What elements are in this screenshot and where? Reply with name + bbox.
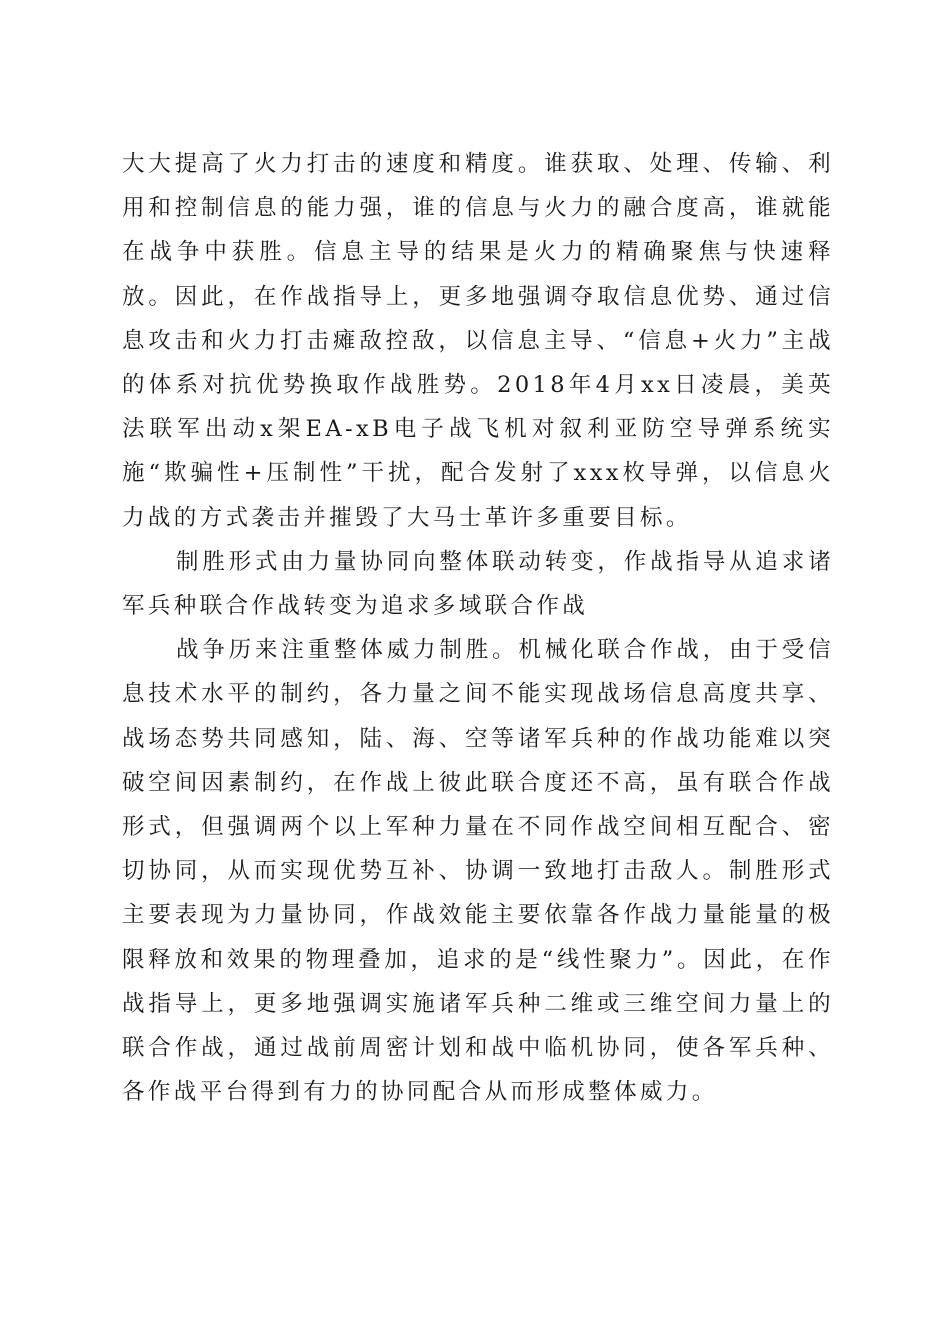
document-body <box>122 142 834 1114</box>
section-heading-multidomain: 制胜形式由力量协同向整体联动转变，作战指导从追求诸军兵种联合作战转变为追求多域联合作战 <box>122 548 834 620</box>
paragraph-joint-operations: 战争历来注重整体威力制胜。机械化联合作战，由于受信息技术水平的制约，各力量之间不能实现战场信息高度共享、战场态势共同感知，陆、海、空等诸军兵种的作战功能难以突破空间因素制约，在作战上彼此联合度还不高，虽有联合作战形式，但强调两个以上军种力量在不同作战空间相互配合、密切协同，从而实现优势互补、协调一致地打击敌人。制胜形式主要表现为力量协同，作战效能主要依靠各作战力量能量的极限释放和效果的物理叠加，追求的是“线性聚力”。因此，在作战指导上，更多地强调实施诸军兵种二维或三维空间力量上的联合作战，通过战前周密计划和战中临机协同，使各军兵种、各作战平台得到有力的协同配合从而形成整体威力。 <box>122 637 834 1106</box>
paragraph-information-fire: 大大提高了火力打击的速度和精度。谁获取、处理、传输、利用和控制信息的能力强，谁的信息与火力的融合度高，谁就能在战争中获胜。信息主导的结果是火力的精确聚焦与快速释放。因此，在作战指导上，更多地强调夺取信息优势、通过信息攻击和火力打击瘫敌控敌，以信息主导、“信息+火力”主战的体系对抗优势换取作战胜势。2018年4月xx日凌晨，美英法联军出动x架EA-xB电子战飞机对叙利亚防空导弹系统实施“欺骗性+压制性”干扰，配合发射了xxx枚导弹，以信息火力战的方式袭击并摧毁了大马士革许多重要目标。 <box>122 151 834 531</box>
